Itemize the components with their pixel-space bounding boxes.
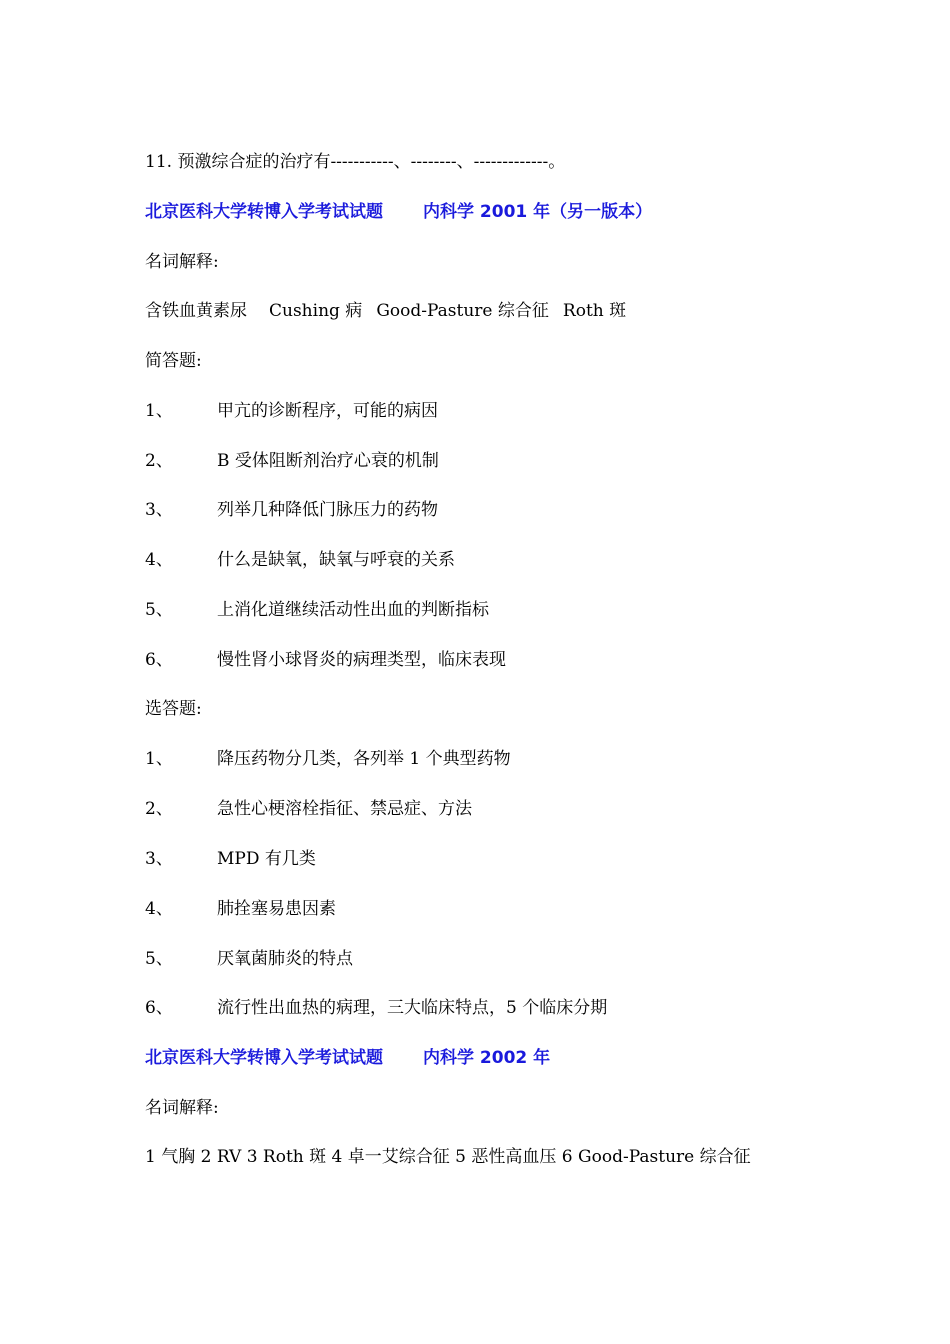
term: Roth 斑 — [562, 301, 627, 321]
section1-terms-label: 名词解释: — [145, 252, 219, 272]
item-number: 5、 — [145, 600, 173, 620]
list-item — [145, 400, 438, 422]
term: 含铁血黄素尿 — [145, 301, 247, 321]
list-item — [145, 549, 455, 571]
item-number: 6、 — [145, 650, 173, 670]
list-item — [145, 948, 353, 970]
list-item — [145, 798, 472, 820]
item-number: 5、 — [145, 949, 173, 969]
item-text: 急性心梗溶栓指征、禁忌症、方法 — [217, 799, 472, 819]
item-text: 厌氧菌肺炎的特点 — [217, 949, 353, 969]
item-text: 降压药物分几类，各列举 1 个典型药物 — [217, 749, 511, 769]
intro-question: 11. 预激综合症的治疗有-----------、--------、-------------。 — [145, 152, 566, 172]
item-text: 列举几种降低门脉压力的药物 — [217, 500, 438, 520]
item-text: 肺拴塞易患因素 — [217, 899, 336, 919]
item-number: 3、 — [145, 500, 173, 520]
list-item — [145, 748, 511, 770]
list-item — [145, 848, 316, 870]
list-item — [145, 898, 336, 920]
list-item — [145, 450, 439, 472]
section2-heading-left: 北京医科大学转博入学考试试题 — [145, 1048, 383, 1068]
list-item — [145, 649, 506, 671]
section2-heading-right: 内科学 2002 年 — [423, 1048, 551, 1068]
item-text: 慢性肾小球肾炎的病理类型，临床表现 — [217, 650, 506, 670]
item-number: 1、 — [145, 749, 173, 769]
term: Good-Pasture 综合征 — [376, 301, 549, 321]
list-item — [145, 599, 489, 621]
section2-heading — [145, 1047, 550, 1069]
term: Cushing 病 — [269, 301, 363, 321]
item-text: B 受体阻断剂治疗心衰的机制 — [217, 451, 439, 471]
section2-terms-label: 名词解释: — [145, 1098, 219, 1118]
section1-choice-label: 选答题: — [145, 699, 202, 719]
section1-heading — [145, 201, 652, 223]
list-item — [145, 499, 438, 521]
section1-terms-list — [145, 300, 626, 322]
item-number: 2、 — [145, 799, 173, 819]
item-text: 甲亢的诊断程序，可能的病因 — [217, 401, 438, 421]
item-text: MPD 有几类 — [217, 849, 316, 869]
list-item — [145, 997, 607, 1019]
item-number: 2、 — [145, 451, 173, 471]
item-text: 上消化道继续活动性出血的判断指标 — [217, 600, 489, 620]
item-number: 1、 — [145, 401, 173, 421]
item-number: 4、 — [145, 550, 173, 570]
section1-short-label: 简答题: — [145, 351, 202, 371]
item-number: 6、 — [145, 998, 173, 1018]
item-number: 4、 — [145, 899, 173, 919]
section1-heading-right: 内科学 2001 年（另一版本） — [423, 202, 653, 222]
item-number: 3、 — [145, 849, 173, 869]
item-text: 流行性出血热的病理，三大临床特点，5 个临床分期 — [217, 998, 608, 1018]
section2-terms-list: 1 气胸 2 RV 3 Roth 斑 4 卓一艾综合征 5 恶性高血压 6 Good-Pasture 综合征 — [145, 1147, 751, 1167]
item-text: 什么是缺氧，缺氧与呼衰的关系 — [217, 550, 455, 570]
section1-heading-left: 北京医科大学转博入学考试试题 — [145, 202, 383, 222]
